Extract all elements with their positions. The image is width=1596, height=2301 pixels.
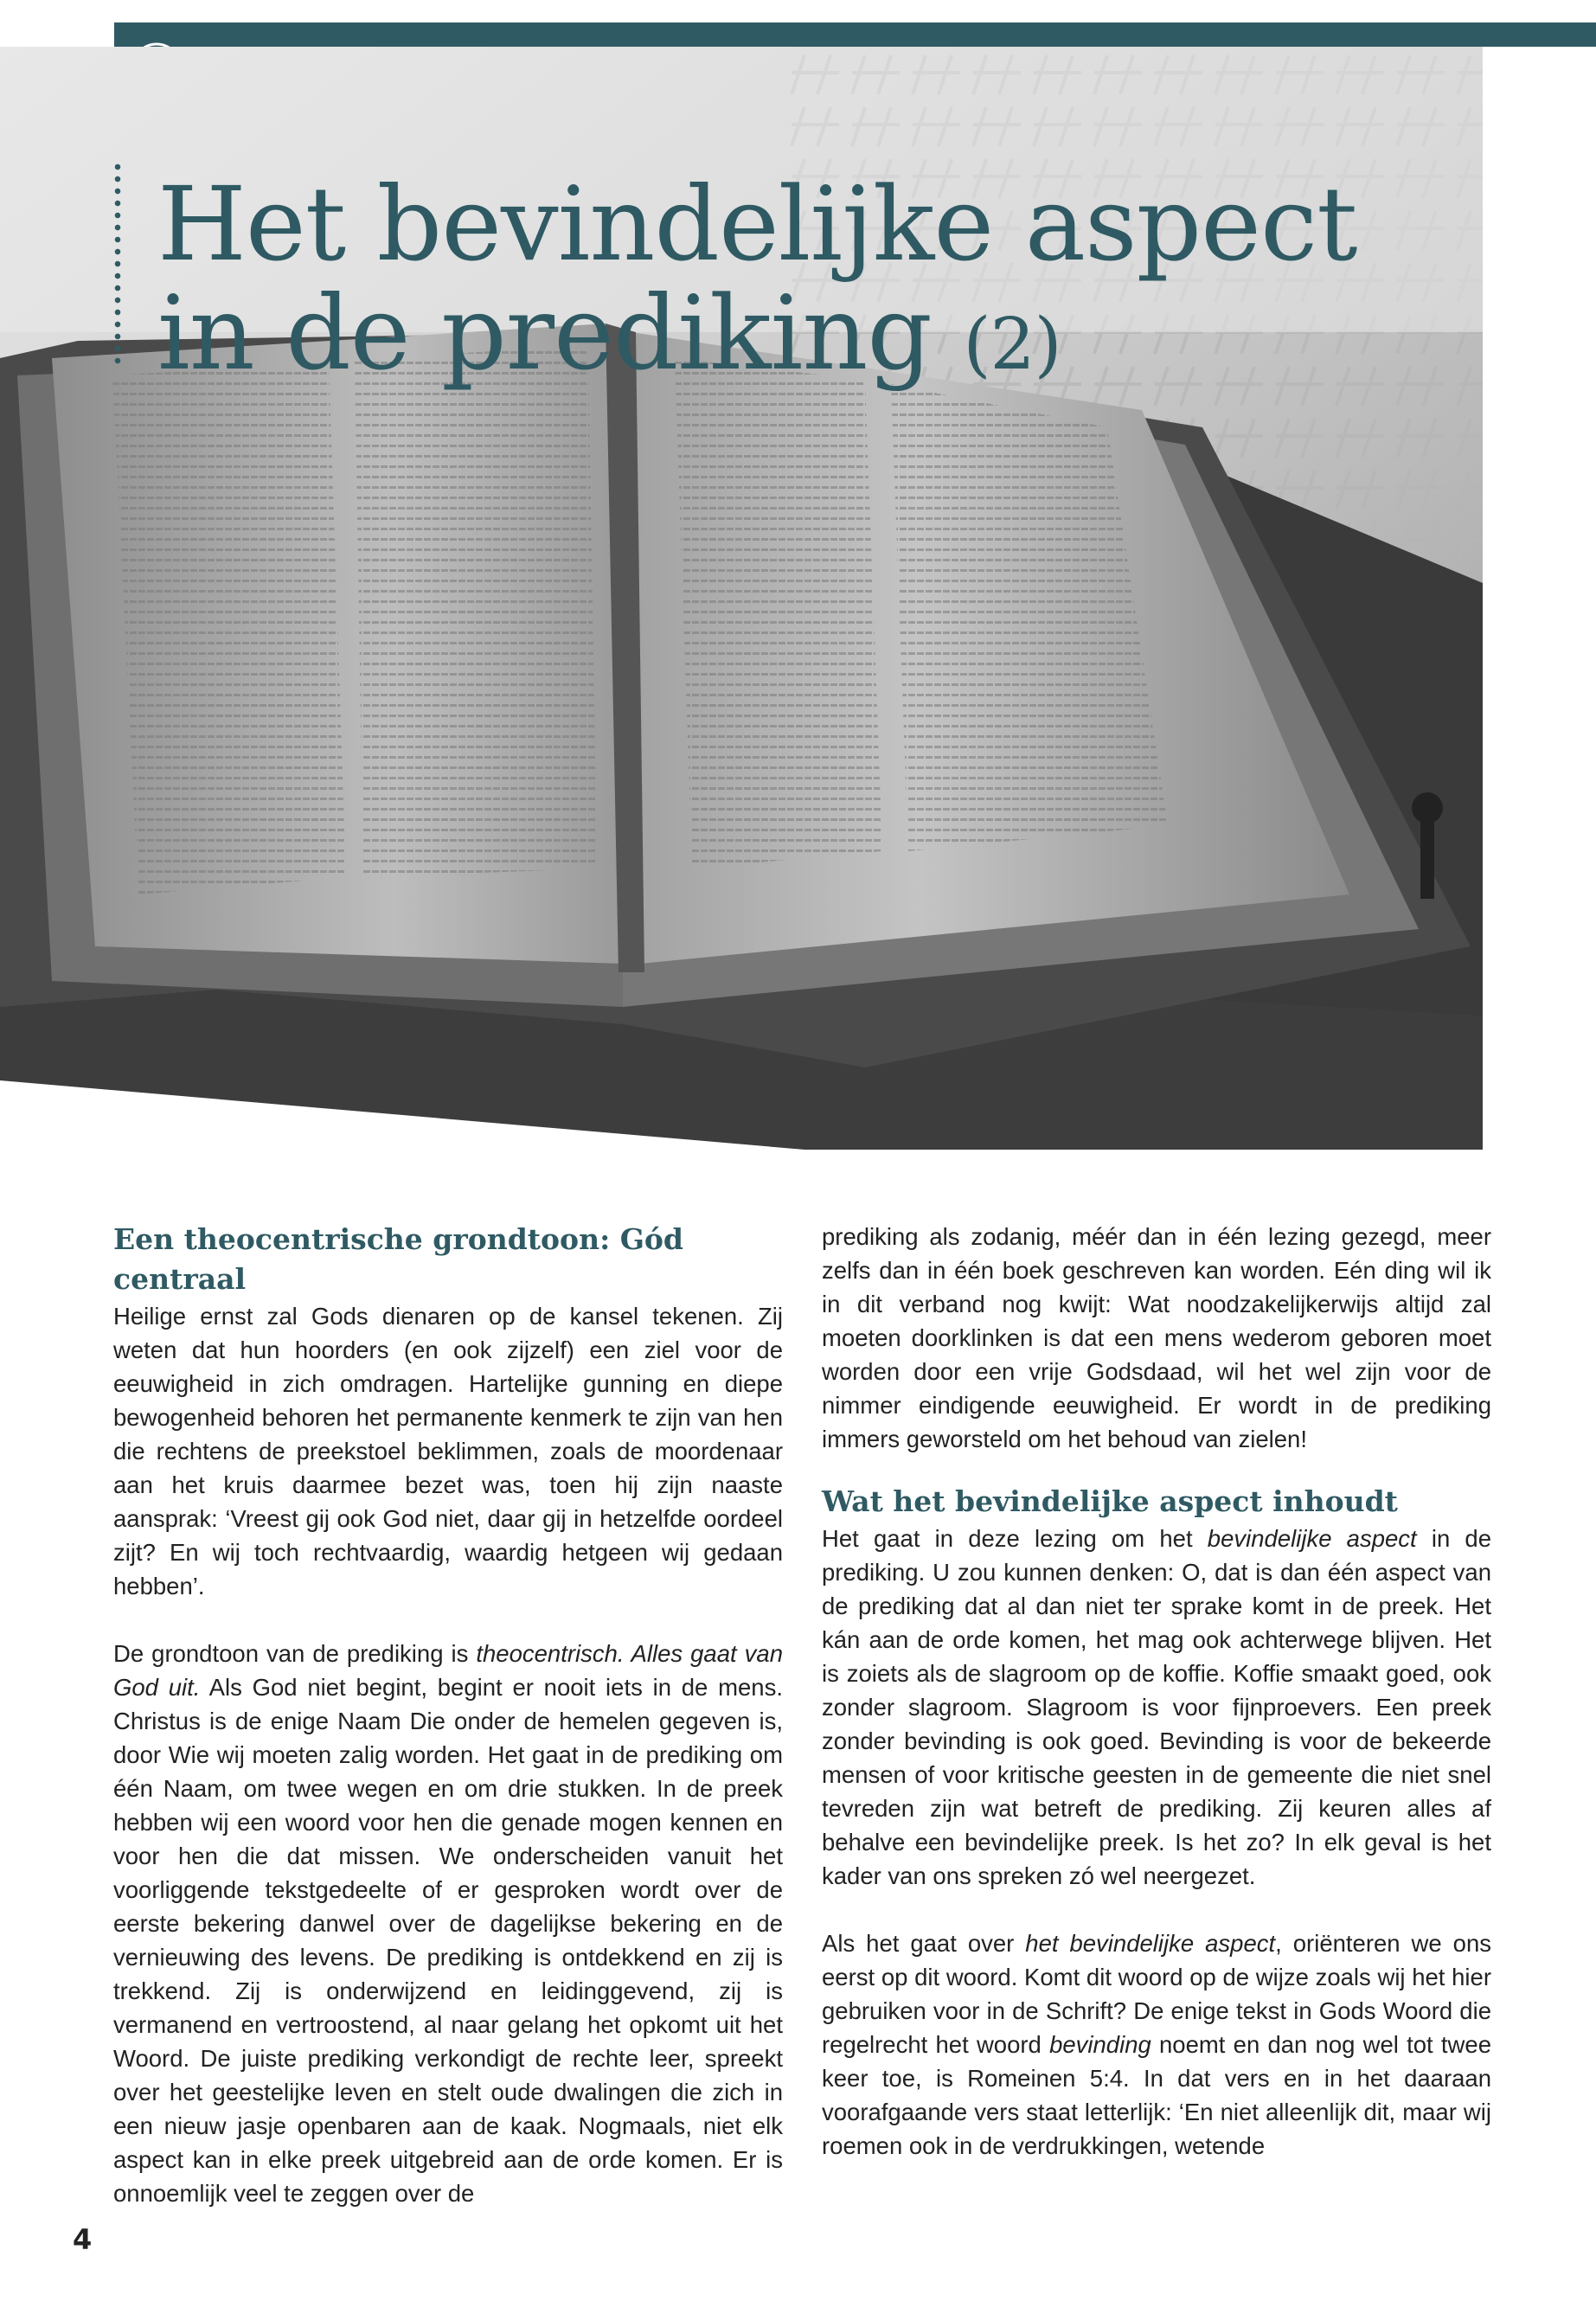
title-line-1: Het bevindelijke aspect <box>157 164 1357 284</box>
right-p2-emphasis: bevindelijke aspect <box>1207 1525 1417 1552</box>
left-paragraph-1: Heilige ernst zal Gods dienaren op de kansel tekenen. Zij weten dat hun hoorders (en ook zijzelf) een ziel voor de eeuwigheid in zich omdragen. Hartelijke gunning en diepe bewogenheid behoren het permanente kenmerk te zijn van hen die rechtens de preekstoel beklimmen, zoals de moordenaar aan het kruis daarmee bezet was, toen hij zijn naaste aansprak: ‘Vreest gij ook God niet, daar gij in hetzelfde oordeel zijt? En wij toch rechtvaardig, waardig hetgeen wij gedaan hebben’. <box>113 1303 783 1599</box>
title-part-number: (2) <box>963 304 1061 386</box>
article-title <box>157 164 1357 400</box>
right-p3-emphasis-1: het bevindelijke aspect <box>1025 1930 1276 1957</box>
right-p3-emphasis-2: bevinding <box>1049 2031 1151 2058</box>
left-p2-start: De grondtoon van de prediking is <box>113 1640 477 1667</box>
right-paragraph-2 <box>822 1522 1491 1893</box>
title-dotted-rule <box>114 161 121 365</box>
header-band-notch <box>1483 47 1596 112</box>
left-p2-emphasis: theocentrisch. Alles gaat van God uit. <box>113 1640 783 1701</box>
page-number: 4 <box>73 2223 93 2256</box>
right-p2-start: Het gaat in deze lezing om het <box>822 1525 1208 1552</box>
left-p2-rest: Als God niet begint, begint er nooit iets in de mens. Christus is de enige Naam Die onder de hemelen gegeven is, door Wie wij moeten zalig worden. Het gaat in de prediking om één Naam, om twee wegen en om drie stukken. In de preek hebben wij een woord voor hen die genade mogen kennen en voor hen die dat missen. We onderscheiden vanuit het voorliggende tekstgedeelte of er gesproken wordt over de eerste bekering danwel over de dagelijkse bekering en de vernieuwing des levens. De prediking is ontdekkend en zij is trekkend. Zij is onderwijzend en leidinggevend, zij is vermanend en vertroostend, al naar gelang het opkomt uit het Woord. De juiste prediking verkondigt de rechte leer, spreekt over het geestelijke leven en stelt oude dwalingen die zich in een nieuw jasje openbaren aan de kaak. Nogmaals, niet elk aspect kan in elke preek uitgebreid aan de orde komen. Er is onnoemlijk veel te zeggen over de <box>113 1674 783 2207</box>
title-line-2: in de prediking <box>157 273 932 393</box>
right-column-heading: Wat het bevindelijke aspect inhoudt <box>822 1484 1398 1518</box>
right-p2-rest: in de prediking. U zou kunnen denken: O, dat is dan één aspect van de prediking dat al dan niet ter sprake komt in de preek. Het kán aan de orde komen, het mag ook achterwege blijven. Het is zoiets als de slagroom op de koffie. Koffie smaakt goed, ook zonder slagroom. Slagroom is voor fijnproevers. Een preek zonder bevinding is ook goed. Bevinding is voor de bekeerde mensen of voor kritische geesten in de gemeente die niet snel tevreden zijn wat betreft de prediking. Zij keuren alles af behalve een bevindelijke preek. Is het zo? In elk geval is het kader van ons spreken zó wel neergezet. <box>822 1525 1491 1889</box>
right-p3-rest: noemt en dan nog wel tot twee keer toe, is Romeinen 5:4. In dat vers en in het daaraan voorafgaande vers staat letterlijk: ‘En niet alleenlijk dit, maar wij roemen ook in de verdrukkingen, wetende <box>822 2031 1491 2159</box>
left-paragraph-2 <box>113 1637 783 2210</box>
left-column-heading: Een theocentrische grondtoon: Gód centraal <box>113 1222 684 1296</box>
right-p3-mid: , oriënteren we ons eerst op dit woord. Komt dit woord op de wijze zoals wij het hier gebruiken voor in de Schrift? De enige tekst in Gods Woord die regelrecht het woord <box>822 1930 1491 2058</box>
left-column <box>113 1220 783 2244</box>
right-paragraph-1: prediking als zodanig, méér dan in één lezing gezegd, meer zelfs dan in één boek geschreven kan worden. Eén ding wil ik in dit verband nog kwijt: Wat noodzakelijkerwijs altijd zal moeten doorklinken is dat een mens wederom geboren moet worden door een vrije Godsdaad, wil het wel zijn voor de nimmer eindigende eeuwigheid. Er wordt in de prediking immers geworsteld om het behoud van zielen! <box>822 1223 1491 1452</box>
right-paragraph-3 <box>822 1926 1491 2163</box>
right-p3-start: Als het gaat over <box>822 1930 1026 1957</box>
right-column <box>822 1220 1491 2196</box>
